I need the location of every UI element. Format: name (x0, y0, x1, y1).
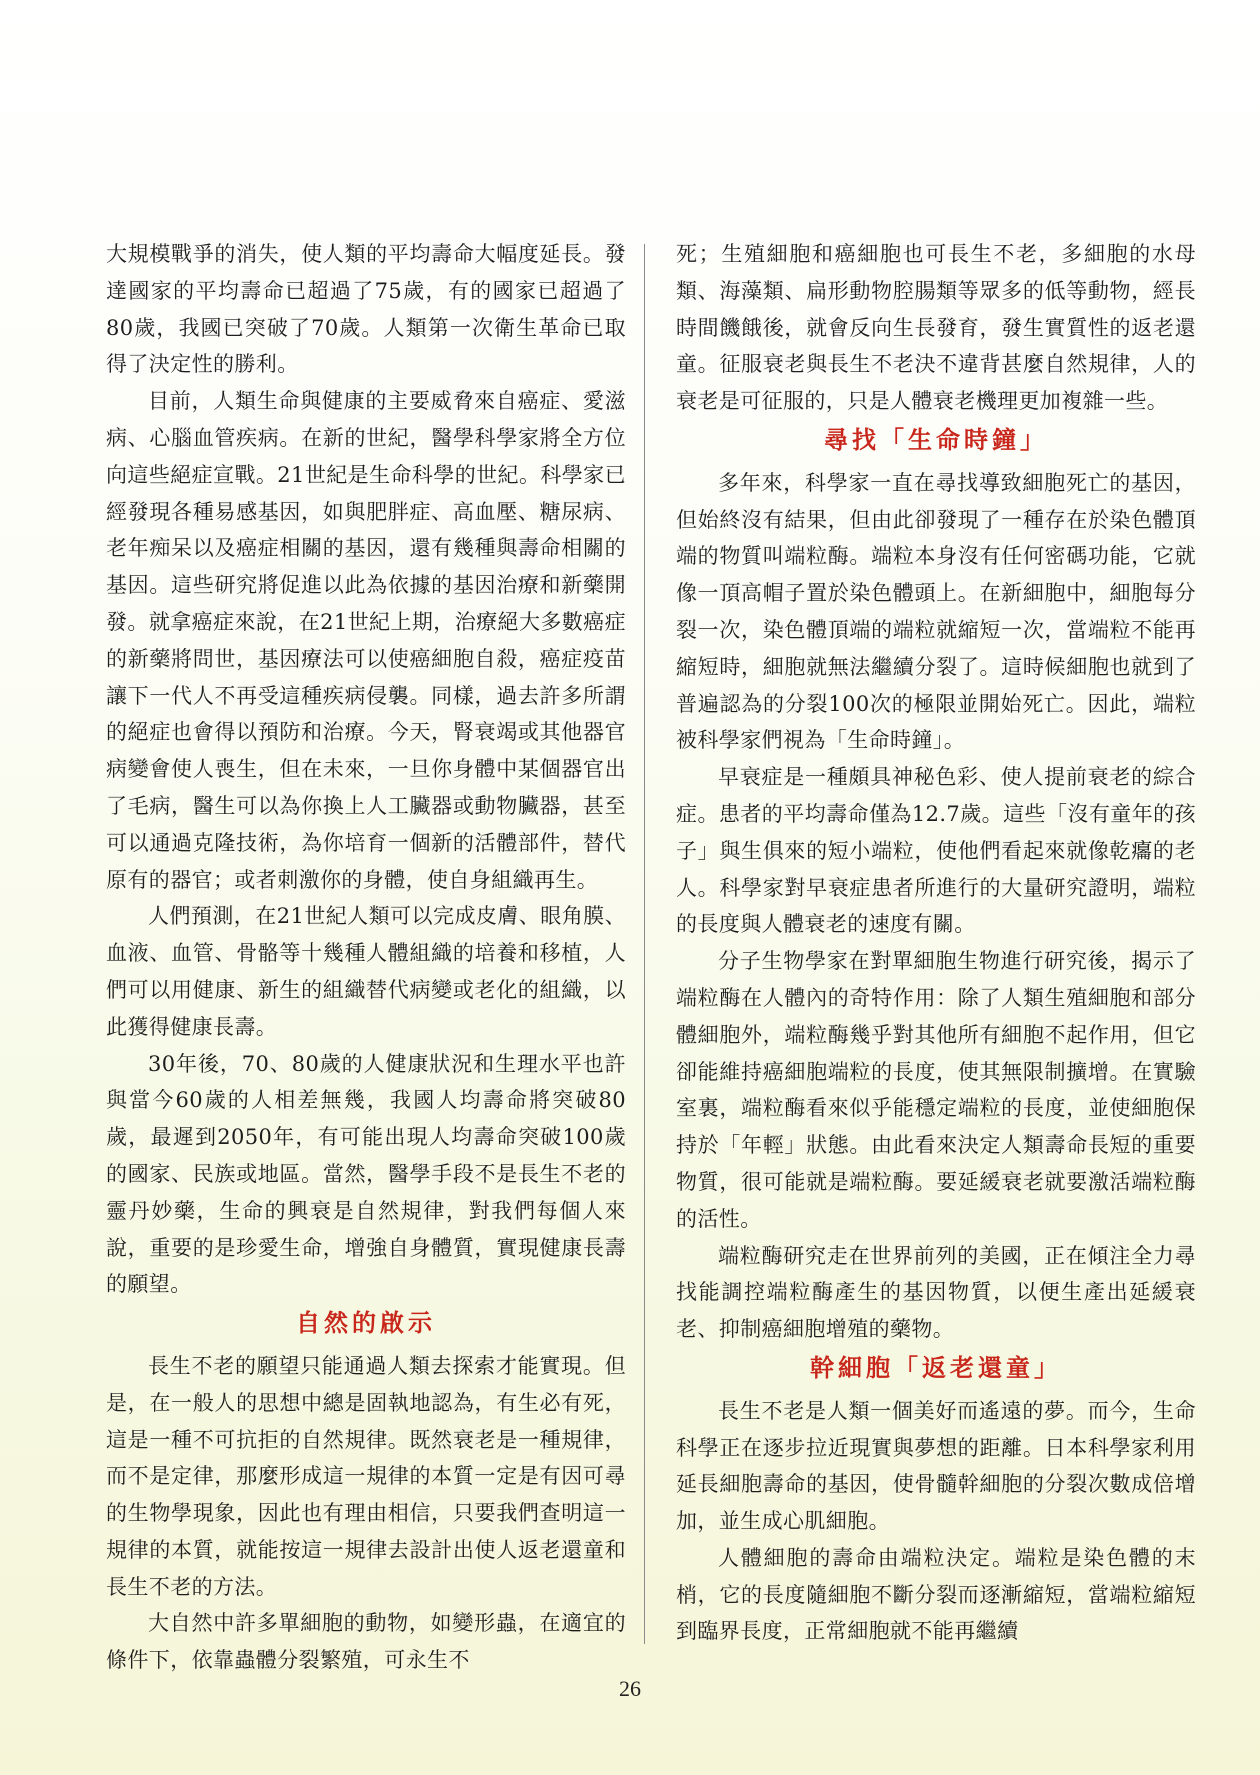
column-divider (644, 244, 645, 1644)
right-column (676, 236, 1196, 1650)
section-heading-natural-inspiration: 自然的啟示 (296, 1308, 436, 1338)
paragraph: 大規模戰爭的消失，使人類的平均壽命大幅度延長。發達國家的平均壽命已超過了75歲，有的國家已超過了80歲，我國已突破了70歲。人類第一次衛生革命已取得了決定性的勝利。 (106, 242, 626, 377)
paragraph: 早衰症是一種頗具神秘色彩、使人提前衰老的綜合症。患者的平均壽命僅為12.7歲。這些「沒有童年的孩子」與生俱來的短小端粒，使他們看起來就像乾癟的老人。科學家對早衰症患者所進行的大量研究證明，端粒的長度與人體衰老的速度有關。 (676, 765, 1196, 937)
page-number: 26 (619, 1676, 641, 1701)
paragraph: 30年後，70、80歲的人健康狀況和生理水平也許與當今60歲的人相差無幾，我國人均壽命將突破80歲，最遲到2050年，有可能出現人均壽命突破100歲的國家、民族或地區。當然，醫學手段不是長生不老的靈丹妙藥，生命的興衰是自然規律，對我們每個人來說，重要的是珍愛生命，增強自身體質，實現健康長壽的願望。 (106, 1051, 626, 1297)
paragraph: 多年來，科學家一直在尋找導致細胞死亡的基因，但始終沒有結果，但由此卻發現了一種存在於染色體頂端的物質叫端粒酶。端粒本身沒有任何密碼功能，它就像一頂高帽子置於染色體頭上。在新細胞中，細胞每分裂一次，染色體頂端的端粒就縮短一次，當端粒不能再縮短時，細胞就無法繼續分裂了。這時候細胞也就到了普遍認為的分裂100次的極限並開始死亡。因此，端粒被科學家們視為「生命時鐘」。 (676, 470, 1196, 753)
paragraph: 死；生殖細胞和癌細胞也可長生不老，多細胞的水母類、海藻類、扁形動物腔腸類等眾多的低等動物，經長時間饑餓後，就會反向生長發育，發生實質性的返老還童。征服衰老與長生不老決不違背甚麼自然規律，人的衰老是可征服的，只是人體衰老機理更加複雜一些。 (676, 242, 1196, 414)
left-column (106, 236, 626, 1679)
paragraph: 分子生物學家在對單細胞生物進行研究後，揭示了端粒酶在人體內的奇特作用：除了人類生殖細胞和部分體細胞外，端粒酶幾乎對其他所有細胞不起作用，但它卻能維持癌細胞端粒的長度，使其無限制擴增。在實驗室裏，端粒酶看來似乎能穩定端粒的長度，並使細胞保持於「年輕」狀態。由此看來決定人類壽命長短的重要物質，很可能就是端粒酶。要延緩衰老就要激活端粒酶的活性。 (676, 949, 1196, 1231)
paragraph: 長生不老是人類一個美好而遙遠的夢。而今，生命科學正在逐步拉近現實與夢想的距離。日本科學家利用延長細胞壽命的基因，使骨髓幹細胞的分裂次數成倍增加，並生成心肌細胞。 (676, 1398, 1196, 1534)
section-heading-stem-cells: 幹細胞「返老還童」 (810, 1352, 1062, 1382)
paragraph: 長生不老的願望只能通過人類去探索才能實現。但是，在一般人的思想中總是固執地認為，有生必有死，這是一種不可抗拒的自然規律。既然衰老是一種規律，而不是定律，那麼形成這一規律的本質一定是有因可尋的生物學現象，因此也有理由相信，只要我們查明這一規律的本質，就能按這一規律去設計出使人返老還童和長生不老的方法。 (106, 1353, 626, 1599)
paragraph: 大自然中許多單細胞的動物，如變形蟲，在適宜的條件下，依靠蟲體分裂繁殖，可永生不 (106, 1611, 626, 1673)
paragraph: 端粒酶研究走在世界前列的美國，正在傾注全力尋找能調控端粒酶產生的基因物質，以便生產出延緩衰老、抑制癌細胞增殖的藥物。 (676, 1243, 1196, 1342)
paragraph: 人們預測，在21世紀人類可以完成皮膚、眼角膜、血液、血管、骨骼等十幾種人體組織的培養和移植，人們可以用健康、新生的組織替代病變或老化的組織，以此獲得健康長壽。 (106, 904, 626, 1039)
paragraph: 目前，人類生命與健康的主要威脅來自癌症、愛滋病、心腦血管疾病。在新的世紀，醫學科學家將全方位向這些絕症宣戰。21世紀是生命科學的世紀。科學家已經發現各種易感基因，如與肥胖症、高血壓、糖尿病、老年痴呆以及癌症相關的基因，還有幾種與壽命相關的基因。這些研究將促進以此為依據的基因治療和新藥開發。就拿癌症來說，在21世紀上期，治療絕大多數癌症的新藥將問世，基因療法可以使癌細胞自殺，癌症疫苗讓下一代人不再受這種疾病侵襲。同樣，過去許多所謂的絕症也會得以預防和治療。今天，腎衰竭或其他器官病變會使人喪生，但在未來，一旦你身體中某個器官出了毛病，醫生可以為你換上人工臟器或動物臟器，甚至可以通過克隆技術，為你培育一個新的活體部件，替代原有的器官；或者刺激你的身體，使自身組織再生。 (106, 389, 626, 892)
section-heading-life-clock: 尋找「生命時鐘」 (824, 424, 1048, 454)
paragraph: 人體細胞的壽命由端粒決定。端粒是染色體的末梢，它的長度隨細胞不斷分裂而逐漸縮短，當端粒縮短到臨界長度，正常細胞就不能再繼續 (676, 1545, 1196, 1644)
